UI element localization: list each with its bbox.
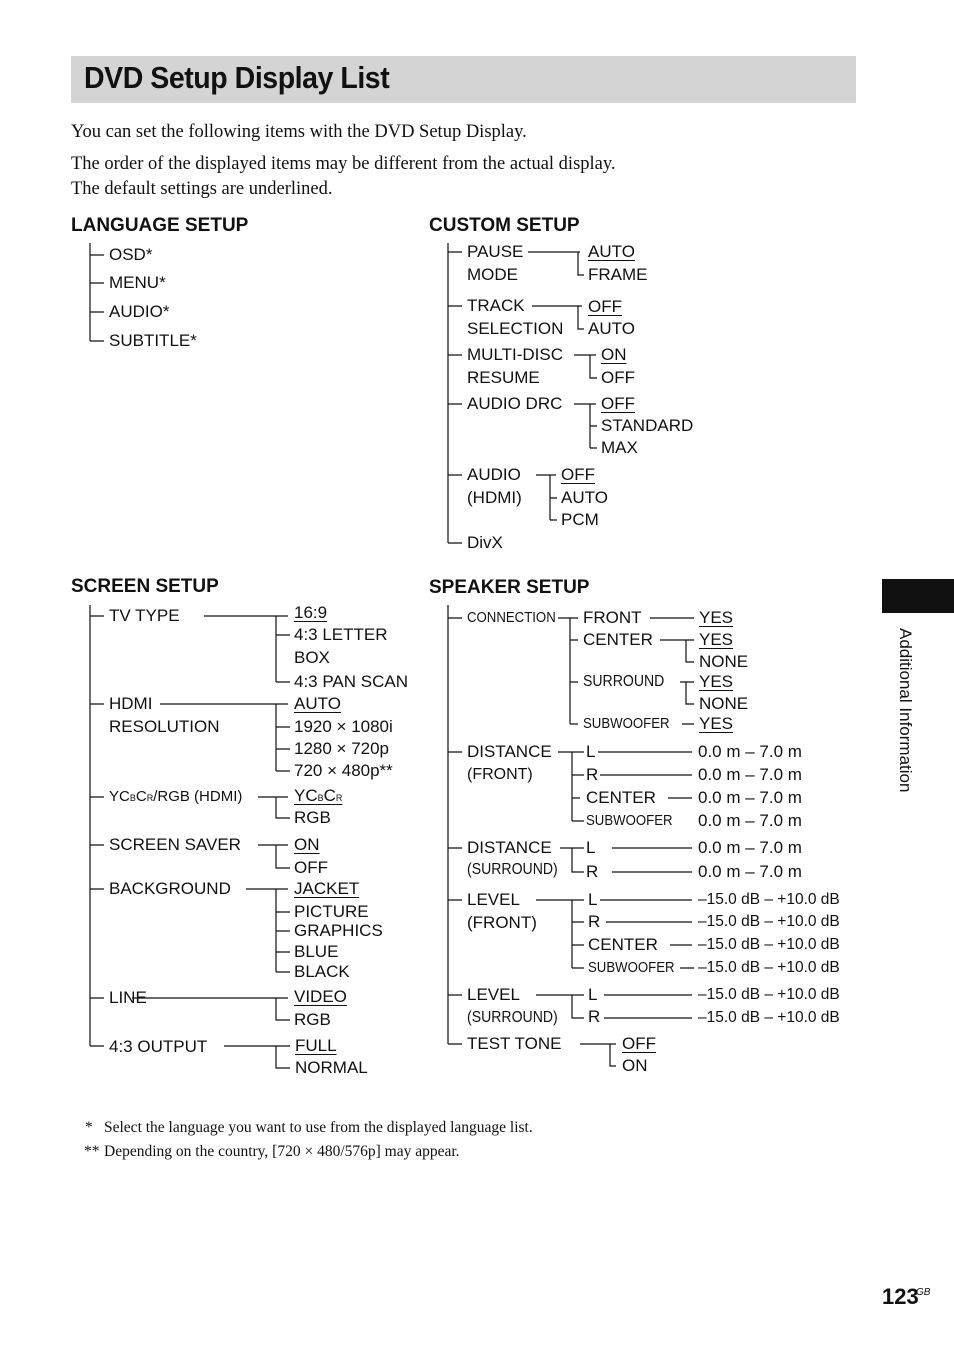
audio-star: * (162, 302, 170, 321)
hdmi-label: HDMI (109, 694, 153, 713)
resume-label: RESUME (467, 368, 540, 387)
output-normal-option: NORMAL (295, 1058, 368, 1077)
drc-standard-option: STANDARD (601, 416, 694, 435)
footnote-2-mark: ** (84, 1143, 100, 1160)
output-label: 4:3 OUTPUT (109, 1037, 208, 1056)
level-surround-paren: (SURROUND) (467, 1009, 558, 1026)
dist-l-label: L (586, 742, 596, 761)
pause-auto-option: AUTO (588, 242, 635, 261)
bg-black-option: BLACK (294, 962, 350, 981)
level-sub-range: –15.0 dB – +10.0 dB (698, 959, 840, 976)
bg-jacket-option: JACKET (294, 879, 360, 898)
center-none-option: NONE (699, 652, 749, 671)
ycbcr-option-y: YC (294, 786, 318, 805)
tv-169-option: 16:9 (294, 603, 328, 622)
drc-max-option: MAX (601, 438, 638, 457)
bg-graphics-option: GRAPHICS (294, 921, 383, 940)
page-suffix: GB (916, 1287, 931, 1298)
level-subwoofer-label: SUBWOOFER (588, 959, 675, 976)
distance-front-label: DISTANCE (467, 742, 552, 761)
resume-on-option: ON (601, 345, 627, 364)
dist-s-l-label: L (586, 838, 596, 857)
rgb-option: RGB (294, 808, 331, 827)
level-s-l-label: L (588, 985, 598, 1004)
drc-off-option: OFF (601, 394, 635, 413)
audio-hdmi-pcm-option: PCM (561, 510, 599, 529)
conn-surround-label: SURROUND (583, 673, 665, 690)
ycbcr-label-rest: /RGB (HDMI) (153, 788, 243, 805)
tv-type-label: TV TYPE (109, 606, 180, 625)
dist-center-range: 0.0 m – 7.0 m (698, 788, 802, 807)
output-full-option: FULL (295, 1036, 337, 1055)
multi-disc-label: MULTI-DISC (467, 345, 564, 364)
dist-s-r-label: R (586, 862, 599, 881)
level-surround-label: LEVEL (467, 985, 520, 1004)
ycbcr-label-r: R (146, 793, 154, 803)
level-center-range: –15.0 dB – +10.0 dB (698, 936, 840, 953)
audio-item (109, 302, 169, 322)
dist-sub-range: 0.0 m – 7.0 m (698, 811, 802, 830)
osd-star: * (145, 245, 153, 264)
selection-label: SELECTION (467, 319, 564, 338)
screen-setup-heading: SCREEN SETUP (71, 576, 219, 597)
intro-line-3: The default settings are underlined. (71, 179, 333, 199)
test-tone-off-option: OFF (622, 1034, 656, 1053)
saver-off-option: OFF (294, 858, 328, 877)
audio-hdmi-auto-option: AUTO (561, 488, 608, 507)
intro-line-2: The order of the displayed items may be different from the actual display. (71, 154, 616, 174)
tv-box-option: BOX (294, 648, 330, 667)
res-720-option: 1280 × 720p (294, 739, 390, 758)
background-label: BACKGROUND (109, 879, 231, 898)
pause-label: PAUSE (467, 242, 524, 261)
bg-blue-option: BLUE (294, 942, 339, 961)
ycbcr-label (109, 787, 242, 808)
dist-r-label: R (586, 765, 599, 784)
dist-l-range: 0.0 m – 7.0 m (698, 742, 802, 761)
ycbcr-option (294, 786, 342, 808)
side-section-label: Additional Information (896, 628, 915, 793)
osd-item (109, 245, 152, 265)
language-setup-heading: LANGUAGE SETUP (71, 215, 249, 236)
level-s-r-range: –15.0 dB – +10.0 dB (698, 1009, 840, 1026)
track-label: TRACK (467, 296, 525, 315)
speaker-setup-heading: SPEAKER SETUP (429, 577, 590, 598)
level-s-r-label: R (588, 1007, 601, 1026)
dist-r-range: 0.0 m – 7.0 m (698, 765, 802, 784)
hdmi-paren-label: (HDMI) (467, 488, 522, 507)
ycbcr-option-b: B (317, 793, 324, 803)
audio-label: AUDIO (109, 302, 163, 321)
footnote-1: Select the language you want to use from the displayed language list. (104, 1119, 533, 1136)
level-center-label: CENTER (588, 935, 658, 954)
screen-saver-label: SCREEN SAVER (109, 835, 241, 854)
center-yes-option: YES (699, 630, 734, 649)
dist-subwoofer-label: SUBWOOFER (586, 812, 673, 829)
line-rgb-option: RGB (294, 1010, 331, 1029)
ycbcr-label-b: B (129, 793, 136, 803)
distance-surround-label: DISTANCE (467, 838, 552, 857)
res-auto-option: AUTO (294, 694, 341, 713)
level-l-range: –15.0 dB – +10.0 dB (698, 891, 840, 908)
conn-subwoofer-label: SUBWOOFER (583, 715, 670, 732)
res-480-option: 720 × 480p** (294, 761, 393, 780)
surround-yes-option: YES (699, 672, 734, 691)
track-off-option: OFF (588, 297, 622, 316)
menu-item (109, 273, 166, 293)
surround-paren-label: (SURROUND) (467, 861, 558, 878)
level-s-l-range: –15.0 dB – +10.0 dB (698, 986, 840, 1003)
level-front-label: LEVEL (467, 890, 520, 909)
dist-s-l-range: 0.0 m – 7.0 m (698, 838, 802, 857)
conn-front-label: FRONT (583, 608, 642, 627)
intro-line-1: You can set the following items with the DVD Setup Display. (71, 122, 527, 142)
audio-hdmi-label: AUDIO (467, 465, 521, 484)
level-r-range: –15.0 dB – +10.0 dB (698, 913, 840, 930)
front-paren-label: (FRONT) (467, 766, 533, 783)
res-1080-option: 1920 × 1080i (294, 717, 393, 736)
ycbcr-label-y: YC (109, 788, 130, 805)
ycbcr-label-c: C (135, 788, 147, 805)
footnote-1-mark: * (85, 1119, 93, 1136)
tv-letter-option: 4:3 LETTER (294, 625, 388, 644)
subwoofer-yes-option: YES (699, 714, 734, 733)
subtitle-item (109, 331, 197, 351)
custom-setup-heading: CUSTOM SETUP (429, 215, 580, 236)
resolution-label: RESOLUTION (109, 717, 220, 736)
menu-star: * (159, 273, 166, 292)
line-video-option: VIDEO (294, 987, 347, 1006)
page-number: 123 (882, 1284, 919, 1309)
side-tab-marker (882, 579, 954, 613)
footnote-2: Depending on the country, [720 × 480/576p] may appear. (104, 1143, 460, 1160)
surround-none-option: NONE (699, 694, 749, 713)
track-auto-option: AUTO (588, 319, 635, 338)
bg-picture-option: PICTURE (294, 902, 369, 921)
test-tone-label: TEST TONE (467, 1034, 562, 1053)
conn-center-label: CENTER (583, 630, 653, 649)
connection-label: CONNECTION (467, 609, 556, 626)
ycbcr-option-r: R (335, 793, 343, 803)
resume-off-option: OFF (601, 368, 635, 387)
dist-s-r-range: 0.0 m – 7.0 m (698, 862, 802, 881)
level-r-label: R (588, 912, 601, 931)
level-front-paren: (FRONT) (467, 913, 537, 932)
divx-label: DivX (467, 533, 503, 552)
menu-label: MENU (109, 273, 160, 292)
test-tone-on-option: ON (622, 1056, 648, 1075)
audio-hdmi-off-option: OFF (561, 465, 595, 484)
dist-center-label: CENTER (586, 788, 656, 807)
saver-on-option: ON (294, 835, 320, 854)
tv-pan-option: 4:3 PAN SCAN (294, 672, 409, 691)
drc-label: AUDIO DRC (467, 394, 563, 413)
subtitle-star: * (190, 331, 197, 350)
ycbcr-option-c: C (323, 786, 336, 805)
front-yes-option: YES (699, 608, 734, 627)
page-title: DVD Setup Display List (84, 60, 390, 95)
subtitle-label: SUBTITLE (109, 331, 191, 350)
osd-label: OSD (109, 245, 146, 264)
pause-frame-option: FRAME (588, 265, 648, 284)
line-label: LINE (109, 988, 147, 1007)
mode-label: MODE (467, 265, 518, 284)
level-l-label: L (588, 890, 598, 909)
